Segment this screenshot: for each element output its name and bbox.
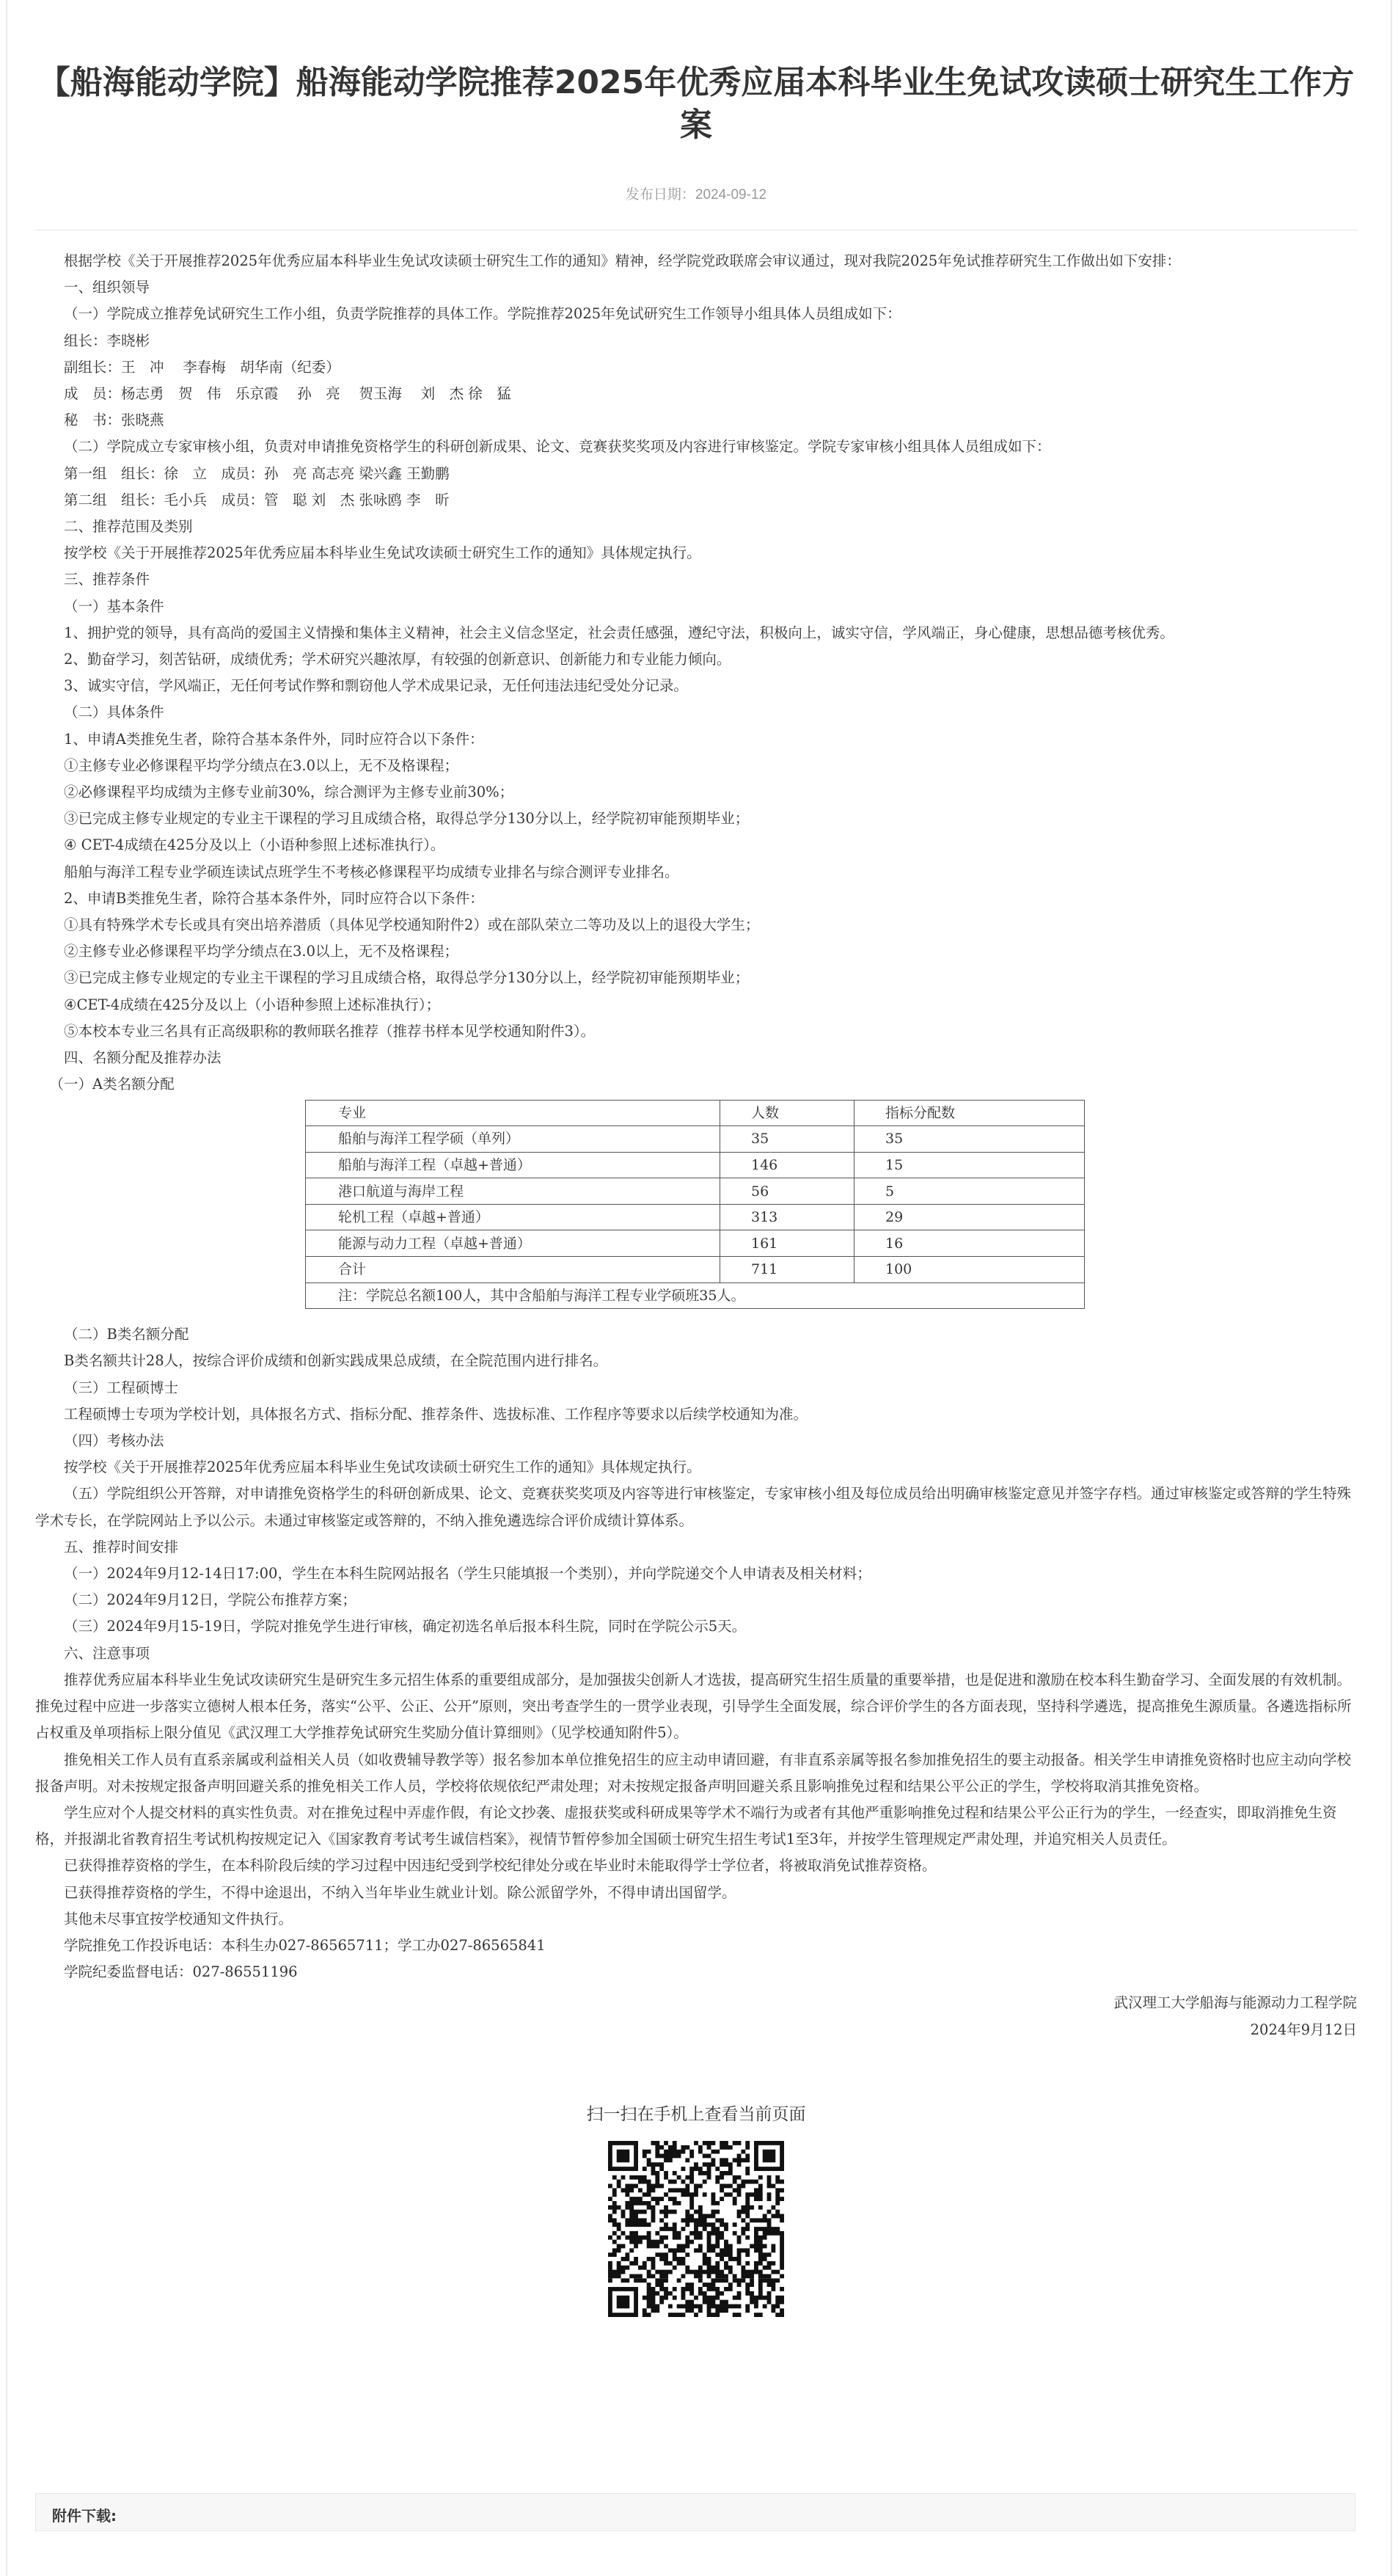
- table-cell: 711: [720, 1257, 854, 1283]
- section-heading: 六、注意事项: [64, 1644, 150, 1662]
- table-cell: 港口航道与海岸工程: [306, 1178, 720, 1205]
- qr-section: [35, 2101, 1357, 2317]
- contact-line: 学院纪委监督电话：027-86551196: [64, 1963, 298, 1981]
- table-cell: 146: [720, 1152, 854, 1178]
- table-header-cell: 指标分配数: [854, 1100, 1085, 1126]
- table-row: [306, 1126, 1085, 1153]
- paragraph: （三）2024年9月15-19日，学院对推免学生进行审核，确定初选名单后报本科生院，同时在学院公示5天。: [64, 1618, 747, 1635]
- qr-code: [608, 2141, 784, 2317]
- signature-org: 武汉理工大学船海与能源动力工程学院: [1113, 1994, 1357, 2012]
- paragraph: 第一组 组长：徐 立 成员：孙 亮 高志亮 梁兴鑫 王勤鹏: [64, 464, 450, 482]
- section-heading: 五、推荐时间安排: [64, 1538, 179, 1555]
- paragraph: ⑤本校本专业三名具有正高级职称的教师联名推荐（推荐书样本见学校通知附件3）。: [64, 1022, 596, 1040]
- paragraph: 1、拥护党的领导，具有高尚的爱国主义情操和集体主义精神，社会主义信念坚定，社会责任感强，遵纪守法，积极向上，诚实守信，学风端正，身心健康，思想品德考核优秀。: [64, 624, 1174, 641]
- table-row: [306, 1152, 1085, 1178]
- paragraph: 组长：李晓彬: [64, 332, 150, 349]
- article-title: 【船海能动学院】船海能动学院推荐2025年优秀应届本科毕业生免试攻读硕士研究生工作方案: [37, 64, 1355, 144]
- right-border-line: [1391, 0, 1392, 2576]
- table-cell: 161: [720, 1230, 854, 1257]
- table-cell: 56: [720, 1178, 854, 1205]
- paragraph: （二）具体条件: [64, 704, 164, 721]
- table-cell: 船舶与海洋工程（卓越+普通）: [306, 1152, 720, 1178]
- qr-code-image: [608, 2141, 784, 2317]
- table-row: [306, 1178, 1085, 1205]
- paragraph: ①具有特殊学术专长或具有突出培养潜质（具体见学校通知附件2）或在部队荣立二等功及以上的退役大学生；: [64, 916, 760, 934]
- paragraph: ②主修专业必修课程平均学分绩点在3.0以上，无不及格课程；: [64, 943, 459, 960]
- paragraph: 学院推免工作投诉电话：本科生办027-86565711；学工办027-86565841: [64, 1936, 546, 1954]
- section-heading: 四、名额分配及推荐办法: [64, 1049, 222, 1067]
- table-cell: 5: [854, 1178, 1085, 1205]
- section-heading: 一、组织领导: [64, 279, 150, 296]
- paragraph: 2、申请B类推免生者，除符合基本条件外，同时应符合以下条件：: [64, 889, 484, 907]
- section-heading: （四）考核办法: [64, 1432, 164, 1450]
- paragraph: （五）学院组织公开答辩，对申请推免资格学生的科研创新成果、论文、竞赛获奖奖项及内容等进行审核鉴定，专家审核小组及每位成员给出明确审核鉴定意见并签字存档。通过审核鉴定或答辩的学生特殊学术专长，在学院网站上予以公示。未通过审核鉴定或答辩的，不纳入推免遴选综合评价成绩计算体系。: [35, 1485, 1352, 1529]
- paragraph: ③已完成主修专业规定的专业主干课程的学习且成绩合格，取得总学分130分以上，经学院初审能预期毕业；: [64, 969, 750, 987]
- left-border-line: [6, 0, 7, 2576]
- article-page: [35, 0, 1357, 2525]
- table-row: [306, 1204, 1085, 1230]
- paragraph: 工程硕博士专项为学校计划，具体报名方式、指标分配、推荐条件、选拔标准、工作程序等要求以后续学校通知为准。: [64, 1405, 808, 1423]
- paragraph: 推免相关工作人员有直系亲属或利益相关人员（如收费辅导教学等）报名参加本单位推免招生的应主动申请回避，有非直系亲属等报名参加推免招生的要主动报备。相关学生申请推免资格时也应主动向学校报备声明。对未按规定报备声明回避关系的推免相关工作人员，学校将依规依纪严肃处理；对未按规定报备声明回避关系且影响推免过程和结果公平公正的学生，学校将取消其推免资格。: [35, 1751, 1352, 1795]
- paragraph: 副组长：王 冲 李春梅 胡华南（纪委）: [64, 358, 340, 376]
- paragraph: 已获得推荐资格的学生，在本科阶段后续的学习过程中因违纪受到学校纪律处分或在毕业时未能取得学士学位者，将被取消免试推荐资格。: [64, 1857, 937, 1875]
- table-header-cell: 人数: [720, 1100, 854, 1126]
- table-cell: 100: [854, 1257, 1085, 1283]
- signature-date: 2024年9月12日: [1250, 2021, 1357, 2038]
- paragraph: 推荐优秀应届本科毕业生免试攻读研究生是研究生多元招生体系的重要组成部分，是加强拔尖创新人才选拔，提高研究生招生质量的重要举措，也是促进和激励在校本科生勤奋学习、全面发展的有效机制。推免过程中应进一步落实立德树人根本任务，落实“公平、公正、公开”原则，突出考查学生的一贯学业表现，引导学生全面发展，综合评价学生的各方面表现，坚持科学遴选，提高推免生源质量。各遴选指标所占权重及单项指标上限分值见《武汉理工大学推荐免试研究生奖励分值计算细则》（见学校通知附件5）。: [35, 1671, 1352, 1742]
- paragraph: 船舶与海洋工程专业学硕连读试点班学生不考核必修课程平均成绩专业排名与综合测评专业排名。: [64, 863, 679, 880]
- table-note: 注：学院总名额100人，其中含船舶与海洋工程专业学硕班35人。: [306, 1282, 1085, 1309]
- table-cell: 313: [720, 1204, 854, 1230]
- table-row: [306, 1230, 1085, 1257]
- article-body: [35, 248, 1357, 2043]
- table-header-row: [306, 1100, 1085, 1126]
- quota-table-wrap: [35, 1098, 1357, 1322]
- table-header-cell: 专业: [306, 1100, 720, 1126]
- table-cell: 15: [854, 1152, 1085, 1178]
- paragraph: 学生应对个人提交材料的真实性负责。对在推免过程中弄虚作假，有论文抄袭、虚报获奖或科研成果等学术不端行为或者有其他严重影响推免过程和结果公平公正行为的学生，一经查实，即取消推免生资格，并报湖北省教育招生考试机构按规定记入《国家教育考试考生诚信档案》，视情节暂停参加全国硕士研究生招生考试1至3年，并按学生管理规定严肃处理，并追究相关人员责任。: [35, 1803, 1337, 1848]
- quota-table: [305, 1100, 1085, 1310]
- table-cell: 35: [720, 1126, 854, 1153]
- table-cell: 35: [854, 1126, 1085, 1153]
- paragraph: ④ CET-4成绩在425分及以上（小语种参照上述标准执行）。: [64, 836, 445, 854]
- qr-caption: 扫一扫在手机上查看当前页面: [586, 2104, 806, 2124]
- paragraph: 1、申请A类推免生者，除符合基本条件外，同时应符合以下条件：: [64, 730, 484, 748]
- paragraph: 第二组 组长：毛小兵 成员：管 聪 刘 杰 张咏鸥 李 昕: [64, 491, 450, 508]
- table-cell: 轮机工程（卓越+普通）: [306, 1204, 720, 1230]
- attachment-label: 附件下载:: [52, 2507, 117, 2525]
- table-cell: 16: [854, 1230, 1085, 1257]
- table-cell: 合计: [306, 1257, 720, 1283]
- paragraph: 秘 书：张晓燕: [64, 412, 164, 429]
- paragraph: 已获得推荐资格的学生，不得中途退出，不纳入当年毕业生就业计划。除公派留学外，不得申请出国留学。: [64, 1883, 736, 1901]
- table-cell: 能源与动力工程（卓越+普通）: [306, 1230, 720, 1257]
- paragraph: 2、勤奋学习，刻苦钻研，成绩优秀；学术研究兴趣浓厚，有较强的创新意识、创新能力和专业能力倾向。: [64, 651, 731, 668]
- paragraph: B类名额共计28人，按综合评价成绩和创新实践成果总成绩，在全院范围内进行排名。: [64, 1352, 608, 1370]
- paragraph: 按学校《关于开展推荐2025年优秀应届本科毕业生免试攻读硕士研究生工作的通知》具体规定执行。: [64, 1459, 701, 1476]
- paragraph: 按学校《关于开展推荐2025年优秀应届本科毕业生免试攻读硕士研究生工作的通知》具体规定执行。: [64, 544, 701, 562]
- table-cell: 船舶与海洋工程学硕（单列）: [306, 1126, 720, 1153]
- table-note-row: [306, 1282, 1085, 1309]
- paragraph: ③已完成主修专业规定的专业主干课程的学习且成绩合格，取得总学分130分以上，经学院初审能预期毕业；: [64, 810, 750, 828]
- paragraph: ④CET-4成绩在425分及以上（小语种参照上述标准执行）；: [64, 996, 441, 1013]
- paragraph: 3、诚实守信，学风端正，无任何考试作弊和剽窃他人学术成果记录，无任何违法违纪受处分记录。: [64, 677, 688, 695]
- paragraph: （一）2024年9月12-14日17:00，学生在本科生院网站报名（学生只能填报一个类别），并向学院递交个人申请表及相关材料；: [64, 1565, 871, 1583]
- paragraph: （一）A类名额分配: [49, 1076, 175, 1093]
- paragraph: （二）学院成立专家审核小组，负责对申请推免资格学生的科研创新成果、论文、竞赛获奖奖项及内容进行审核鉴定。学院专家审核小组具体人员组成如下：: [64, 438, 1051, 456]
- paragraph: ①主修专业必修课程平均学分绩点在3.0以上，无不及格课程；: [64, 756, 459, 774]
- paragraph: ②必修课程平均成绩为主修专业前30%，综合测评为主修专业前30%；: [64, 784, 514, 801]
- section-heading: 二、推荐范围及类别: [64, 518, 193, 536]
- section-heading: 三、推荐条件: [64, 571, 150, 588]
- paragraph: 根据学校《关于开展推荐2025年优秀应届本科毕业生免试攻读硕士研究生工作的通知》精神，经学院党政联席会审议通过，现对我院2025年免试推荐研究生工作做出如下安排：: [64, 252, 1181, 269]
- paragraph: 其他未尽事宜按学校通知文件执行。: [64, 1910, 293, 1927]
- attachment-bar: [35, 2493, 1355, 2531]
- section-heading: （二）B类名额分配: [64, 1326, 189, 1343]
- publish-date: 发布日期：2024-09-12: [625, 187, 767, 202]
- paragraph: （二）2024年9月12日，学院公布推荐方案；: [64, 1591, 356, 1609]
- section-heading: （三）工程硕博士: [64, 1379, 179, 1396]
- paragraph: 成 员：杨志勇 贺 伟 乐京霞 孙 亮 贺玉海 刘 杰 徐 猛: [64, 385, 511, 403]
- table-cell: 29: [854, 1204, 1085, 1230]
- paragraph: （一）基本条件: [64, 597, 164, 615]
- table-total-row: [306, 1257, 1085, 1283]
- paragraph: （一）学院成立推荐免试研究生工作小组，负责学院推荐的具体工作。学院推荐2025年免试研究生工作领导小组具体人员组成如下：: [64, 305, 901, 323]
